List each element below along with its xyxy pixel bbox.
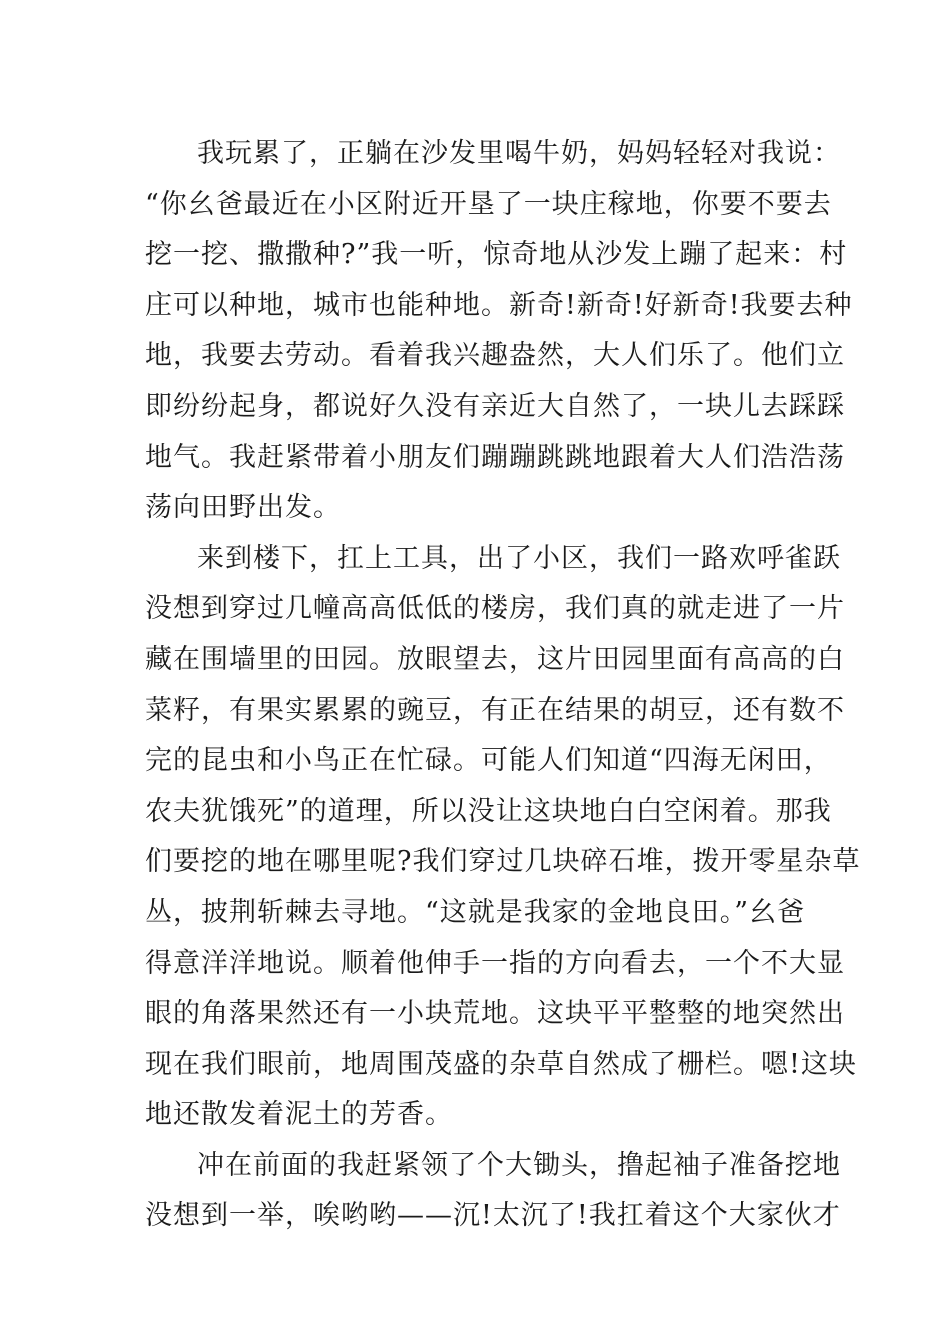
text-line: 农夫犹饿死”的道理，所以没让这块地白白空闲着。那我 (145, 795, 832, 827)
text-line: 地气。我赶紧带着小朋友们蹦蹦跳跳地跟着大人们浩浩荡 (145, 441, 845, 473)
text-line: 菜籽，有果实累累的豌豆，有正在结果的胡豆，还有数不 (145, 694, 845, 726)
text-line: 挖一挖、撒撒种?”我一听，惊奇地从沙发上蹦了起来：村 (145, 239, 848, 271)
text-line: 没想到穿过几幢高高低低的楼房，我们真的就走进了一片 (145, 593, 845, 625)
text-line: 藏在围墙里的田园。放眼望去，这片田园里面有高高的白 (145, 643, 845, 675)
paragraph-3 (145, 1141, 841, 1242)
text-line: 没想到一举，唉哟哟——沉!太沉了!我扛着这个大家伙才 (145, 1200, 841, 1232)
text-line: “你幺爸最近在小区附近开垦了一块庄稼地，你要不要去 (145, 188, 832, 220)
text-line: 冲在前面的我赶紧领了个大锄头，撸起袖子准备挖地 (197, 1149, 841, 1181)
text-line: 即纷纷起身，都说好久没有亲近大自然了，一块儿去踩踩 (145, 390, 845, 422)
text-line: 们要挖的地在哪里呢?我们穿过几块碎石堆，拨开零星杂草 (145, 846, 861, 878)
text-line: 来到楼下，扛上工具，出了小区，我们一路欢呼雀跃 (197, 542, 841, 574)
text-line: 我玩累了，正躺在沙发里喝牛奶，妈妈轻轻对我说： (197, 138, 841, 169)
text-line: 地，我要去劳动。看着我兴趣盎然，大人们乐了。他们立 (145, 340, 845, 372)
text-line: 地还散发着泥土的芳香。 (145, 1099, 453, 1131)
text-line: 荡向田野出发。 (145, 492, 341, 524)
text-line: 庄可以种地，城市也能种地。新奇!新奇!好新奇!我要去种 (145, 289, 853, 321)
text-line: 眼的角落果然还有一小块荒地。这块平平整整的地突然出 (145, 998, 845, 1030)
paragraph-2 (145, 534, 861, 1141)
text-line: 得意洋洋地说。顺着他伸手一指的方向看去，一个不大显 (145, 947, 845, 979)
text-line: 完的昆虫和小鸟正在忙碌。可能人们知道“四海无闲田， (145, 745, 832, 777)
body-text (145, 129, 861, 1242)
paragraph-1 (145, 129, 853, 534)
text-line: 丛，披荆斩棘去寻地。“这就是我家的金地良田。”幺爸 (145, 896, 806, 928)
text-line: 现在我们眼前，地周围茂盛的杂草自然成了栅栏。嗯!这块 (145, 1048, 857, 1080)
